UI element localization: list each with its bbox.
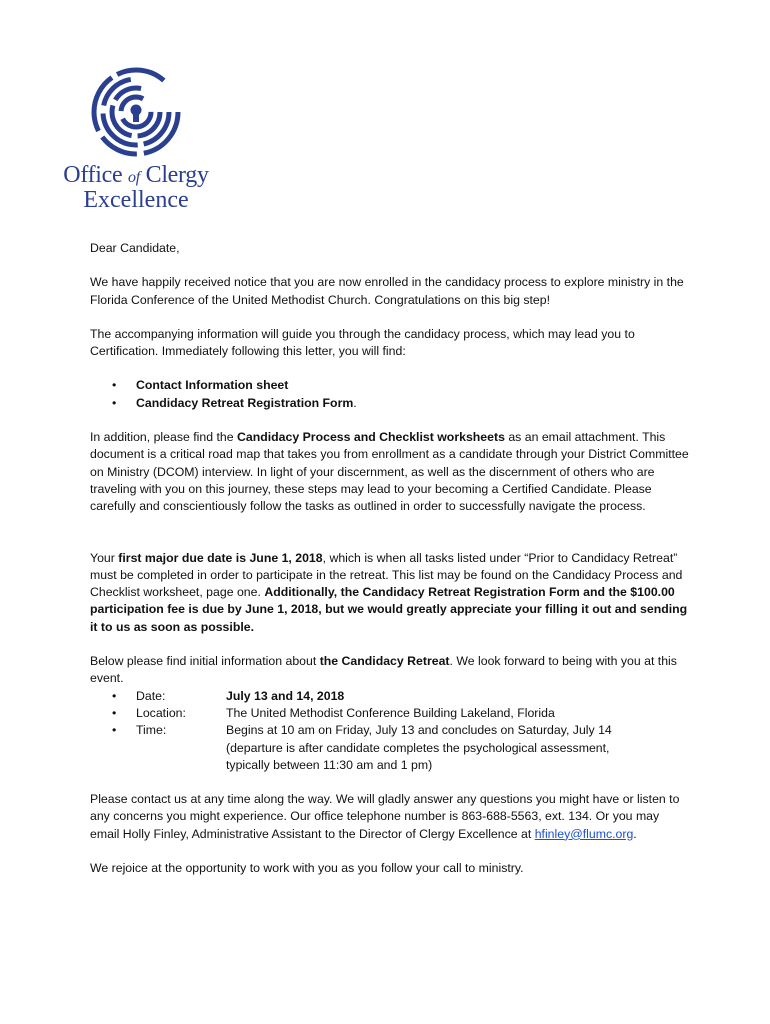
logo-wordmark: Office of Clergy Excellence — [63, 162, 209, 213]
closing-line: We rejoice at the opportunity to work with you as you follow your call to ministry. — [90, 861, 524, 876]
paragraph-checklist: In addition, please find the Candidacy Process and Checklist worksheets as an email attachment. This document is a critical road map that takes you from enrollment as a candidate through your District Committee on Ministry (DCOM) interview. In light of your discernment, as well as the discernment of others who are traveling with you on this journey, these steps may lead to your becoming a Certified Candidate. Please carefully and conscientiously follow the tasks as outlined in order to successfully navigate the process. — [90, 430, 689, 514]
list-item: • Candidacy Retreat Registration Form. — [90, 395, 690, 412]
paragraph-enrollment: We have happily received notice that you are now enrolled in the candidacy process to explore ministry in the Florida Conference of the United Methodist Church. Congratulations on this big step! — [90, 275, 684, 307]
paragraph-contact: Please contact us at any time along the way. We will gladly answer any questions you might have or listen to any concerns you might experience. Our office telephone number is 863-688-5563, ext. 134. Or you may email Holly Finley, Administrative Assistant to the Director of Clergy Excellence at hfinley@flumc.org. — [90, 792, 680, 841]
salutation: Dear Candidate, — [90, 241, 180, 255]
detail-date: • Date: July 13 and 14, 2018 — [112, 688, 345, 703]
list-item: • Contact Information sheet — [90, 377, 690, 394]
office-logo — [56, 66, 216, 211]
retreat-details: • Date: July 13 and 14, 2018 • Location: The United Methodist Conference Building Lakeland, Florida • Time: Begins at 10 am on Friday, July 13 and concludes on Saturday, July 14 (departure is after candidate completes the psychological assessment, typically between 11:30 am and 1 pm) — [90, 688, 690, 774]
enclosure-list — [90, 377, 690, 412]
letter-body — [90, 240, 690, 877]
detail-time: • Time: Begins at 10 am on Friday, July 13 and concludes on Saturday, July 14 — [112, 723, 612, 738]
labyrinth-logo-icon — [90, 66, 182, 158]
email-link[interactable]: hfinley@flumc.org — [534, 826, 634, 841]
paragraph-accompanying: The accompanying information will guide you through the candidacy process, which may lead you to Certification. Immediately following this letter, you will find: — [90, 326, 635, 359]
paragraph-due-date: Your first major due date is June 1, 2018, which is when all tasks listed under “Prior to Candidacy Retreat” must be completed in order to participate in the retreat. This list may be found on the Candidacy Process and Checklist worksheet, page one. Additionally, the Candidacy Retreat Registration Form and the $100.00 participation fee is due by June 1, 2018, but we would greatly appreciate your filling it out and sending it to us as soon as possible. — [90, 550, 688, 634]
paragraph-retreat: Below please find initial information about the Candidacy Retreat. We look forward to being with you at this event. — [90, 654, 677, 686]
detail-location: • Location: The United Methodist Conference Building Lakeland, Florida — [112, 705, 555, 720]
